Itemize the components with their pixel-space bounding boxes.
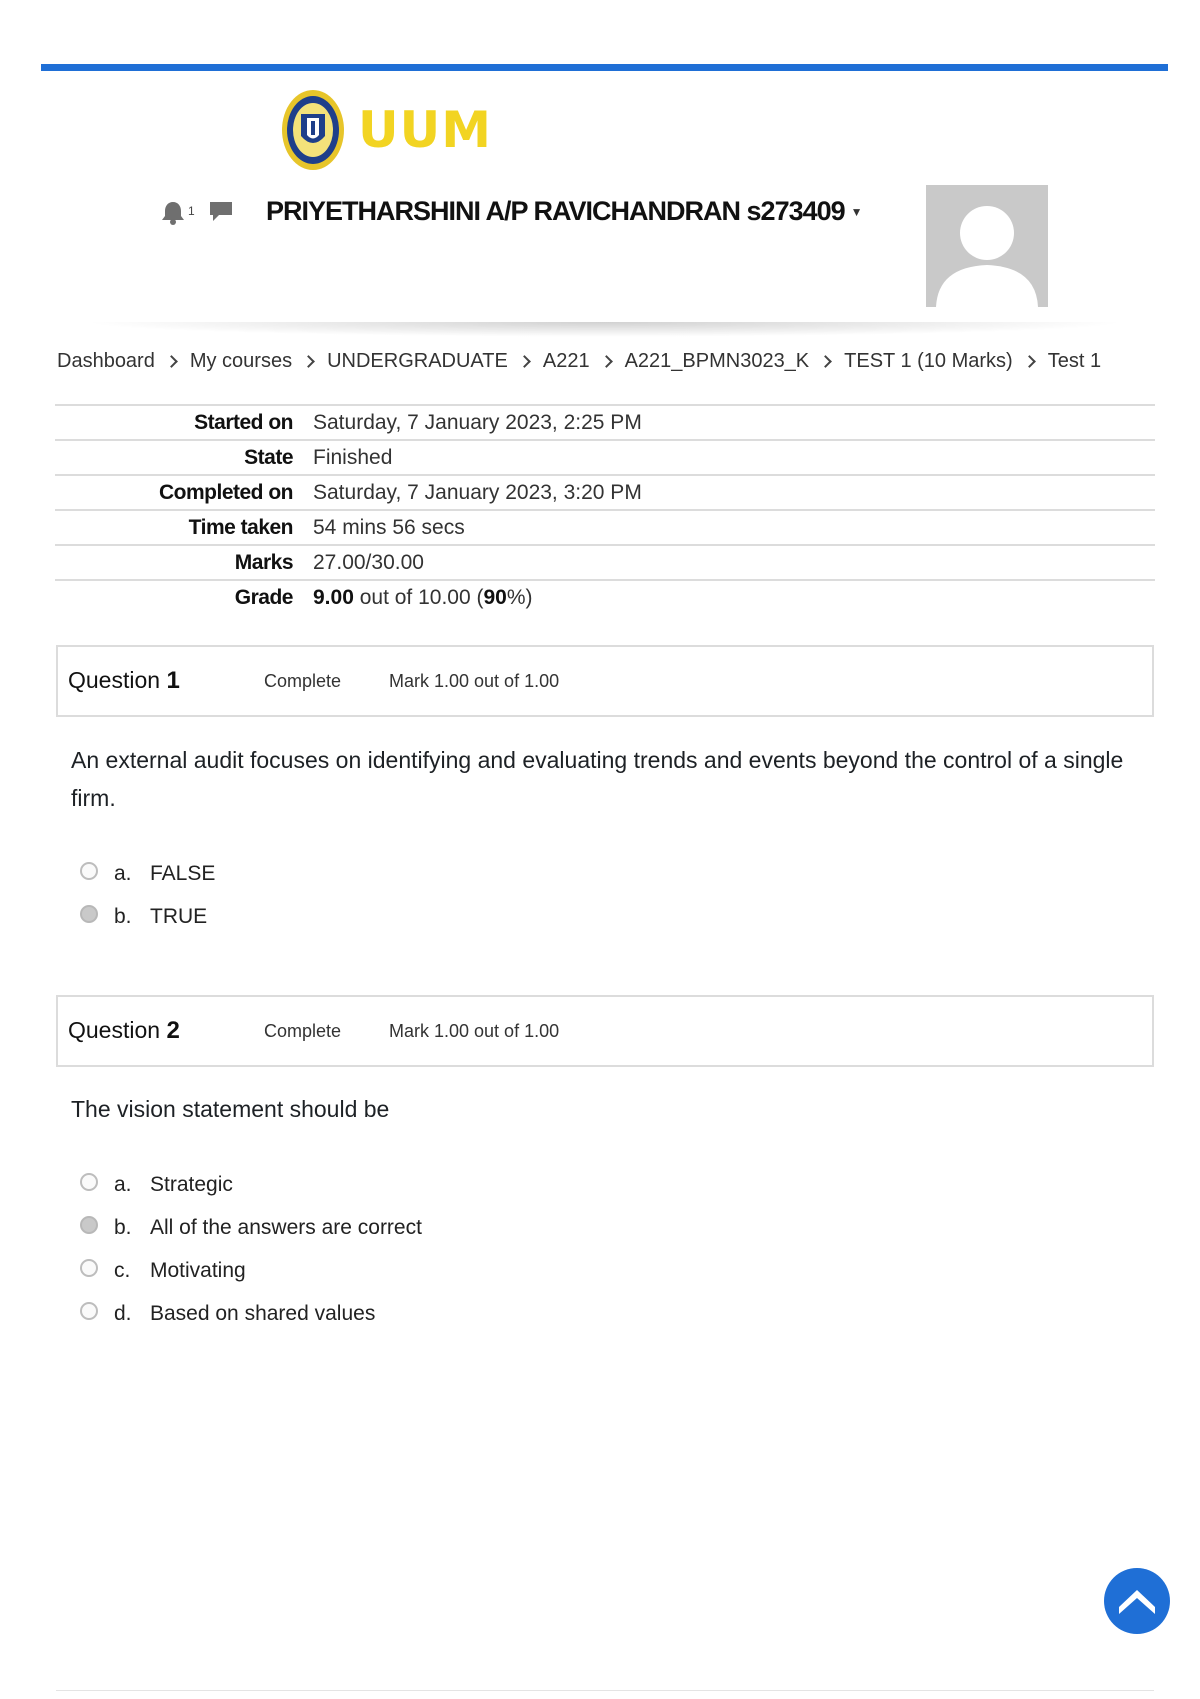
question-mark: Mark 1.00 out of 1.00: [389, 1020, 560, 1041]
breadcrumb-dashboard[interactable]: Dashboard: [57, 350, 155, 372]
header-divider: [41, 322, 1168, 338]
user-name[interactable]: PRIYETHARSHINI A/P RAVICHANDRAN s273409: [266, 196, 845, 226]
question-2-info: [56, 995, 1154, 1067]
radio-button[interactable]: [80, 862, 98, 880]
breadcrumb-test[interactable]: Test 1: [1047, 350, 1102, 372]
bell-icon[interactable]: [160, 199, 186, 225]
grade-value: [313, 580, 1155, 615]
marks-value: 27.00/30.00: [313, 550, 424, 574]
answer-letter: a.: [114, 1172, 132, 1196]
back-to-top-button[interactable]: [1104, 1568, 1170, 1634]
breadcrumb-course[interactable]: A221_BPMN3023_K: [624, 350, 810, 372]
question-label: Question: [68, 667, 167, 693]
top-accent-bar: [41, 64, 1168, 71]
chevron-right-icon: [819, 355, 832, 368]
uum-seal-icon: [280, 88, 346, 172]
question-number: 2: [166, 1017, 180, 1044]
answer-option[interactable]: [80, 1163, 422, 1206]
summary-row-started: [55, 405, 1155, 440]
state-label: State: [244, 445, 293, 469]
answer-option[interactable]: [80, 1249, 422, 1292]
answer-text: All of the answers are correct: [150, 1215, 422, 1239]
grade-percent: 90: [483, 586, 507, 609]
grade-end: %): [506, 586, 533, 609]
answer-letter: a.: [114, 861, 132, 885]
grade-score: 9.00: [313, 586, 354, 609]
chevron-right-icon: [302, 355, 315, 368]
question-number: 1: [166, 667, 180, 694]
time-value: 54 mins 56 secs: [313, 515, 465, 539]
chevron-right-icon: [1023, 355, 1036, 368]
notification-count-badge: 1: [188, 204, 195, 218]
radio-button[interactable]: [80, 1173, 98, 1191]
answer-letter: b.: [114, 1215, 132, 1239]
summary-row-marks: [55, 545, 1155, 580]
avatar[interactable]: [926, 185, 1048, 307]
answer-option-selected[interactable]: [80, 895, 215, 938]
grade-label: Grade: [234, 586, 293, 609]
question-state: Complete: [264, 670, 342, 691]
question-state: Complete: [264, 1020, 342, 1041]
grade-outof: out of 10.00 (: [353, 586, 484, 609]
caret-down-icon[interactable]: ▼: [850, 204, 863, 219]
footer-divider: [56, 1690, 1154, 1691]
time-label: Time taken: [188, 515, 293, 539]
chevron-right-icon: [518, 355, 531, 368]
question-2-answers: [80, 1163, 422, 1335]
summary-row-completed: [55, 475, 1155, 510]
question-1-text: An external audit focuses on identifying and evaluating trends and events beyond the control of a single firm.: [71, 747, 1124, 811]
breadcrumb-a221[interactable]: A221: [542, 350, 590, 372]
user-navbar: [160, 196, 863, 227]
answer-text: Motivating: [150, 1258, 246, 1282]
question-1-answers: [80, 852, 215, 938]
answer-option[interactable]: [80, 852, 215, 895]
logo-text: UUM: [358, 101, 492, 159]
summary-row-state: [55, 440, 1155, 475]
started-label: Started on: [194, 410, 293, 434]
chevron-up-icon: [1115, 1583, 1159, 1619]
answer-option[interactable]: [80, 1292, 422, 1335]
chat-icon[interactable]: [208, 200, 234, 224]
radio-button[interactable]: [80, 1302, 98, 1320]
started-value: Saturday, 7 January 2023, 2:25 PM: [313, 410, 642, 434]
question-title: [68, 1017, 264, 1045]
summary-row-time: [55, 510, 1155, 545]
answer-letter: b.: [114, 904, 132, 928]
state-value: Finished: [313, 445, 393, 469]
marks-label: Marks: [234, 550, 293, 574]
site-logo[interactable]: [280, 88, 492, 172]
completed-value: Saturday, 7 January 2023, 3:20 PM: [313, 480, 642, 504]
breadcrumb-undergraduate[interactable]: UNDERGRADUATE: [327, 350, 508, 372]
radio-button-selected[interactable]: [80, 905, 98, 923]
answer-letter: d.: [114, 1301, 132, 1325]
chevron-right-icon: [165, 355, 178, 368]
answer-text: Strategic: [150, 1172, 233, 1196]
attempt-summary-table: [55, 404, 1155, 615]
question-mark: Mark 1.00 out of 1.00: [389, 670, 560, 691]
radio-button-selected[interactable]: [80, 1216, 98, 1234]
answer-text: Based on shared values: [150, 1301, 376, 1325]
answer-letter: c.: [114, 1258, 131, 1282]
chevron-right-icon: [600, 355, 613, 368]
breadcrumb-my-courses[interactable]: My courses: [189, 350, 293, 372]
answer-option-selected[interactable]: [80, 1206, 422, 1249]
question-label: Question: [68, 1017, 167, 1043]
question-1-info: [56, 645, 1154, 717]
completed-label: Completed on: [159, 480, 293, 504]
answer-text: FALSE: [150, 861, 216, 885]
question-title: [68, 667, 264, 695]
question-2-text: The vision statement should be: [71, 1096, 390, 1122]
answer-text: TRUE: [150, 904, 208, 928]
summary-row-grade: [55, 580, 1155, 615]
radio-button[interactable]: [80, 1259, 98, 1277]
breadcrumb-test-section[interactable]: TEST 1 (10 Marks): [844, 350, 1013, 372]
breadcrumb: [57, 350, 1101, 373]
